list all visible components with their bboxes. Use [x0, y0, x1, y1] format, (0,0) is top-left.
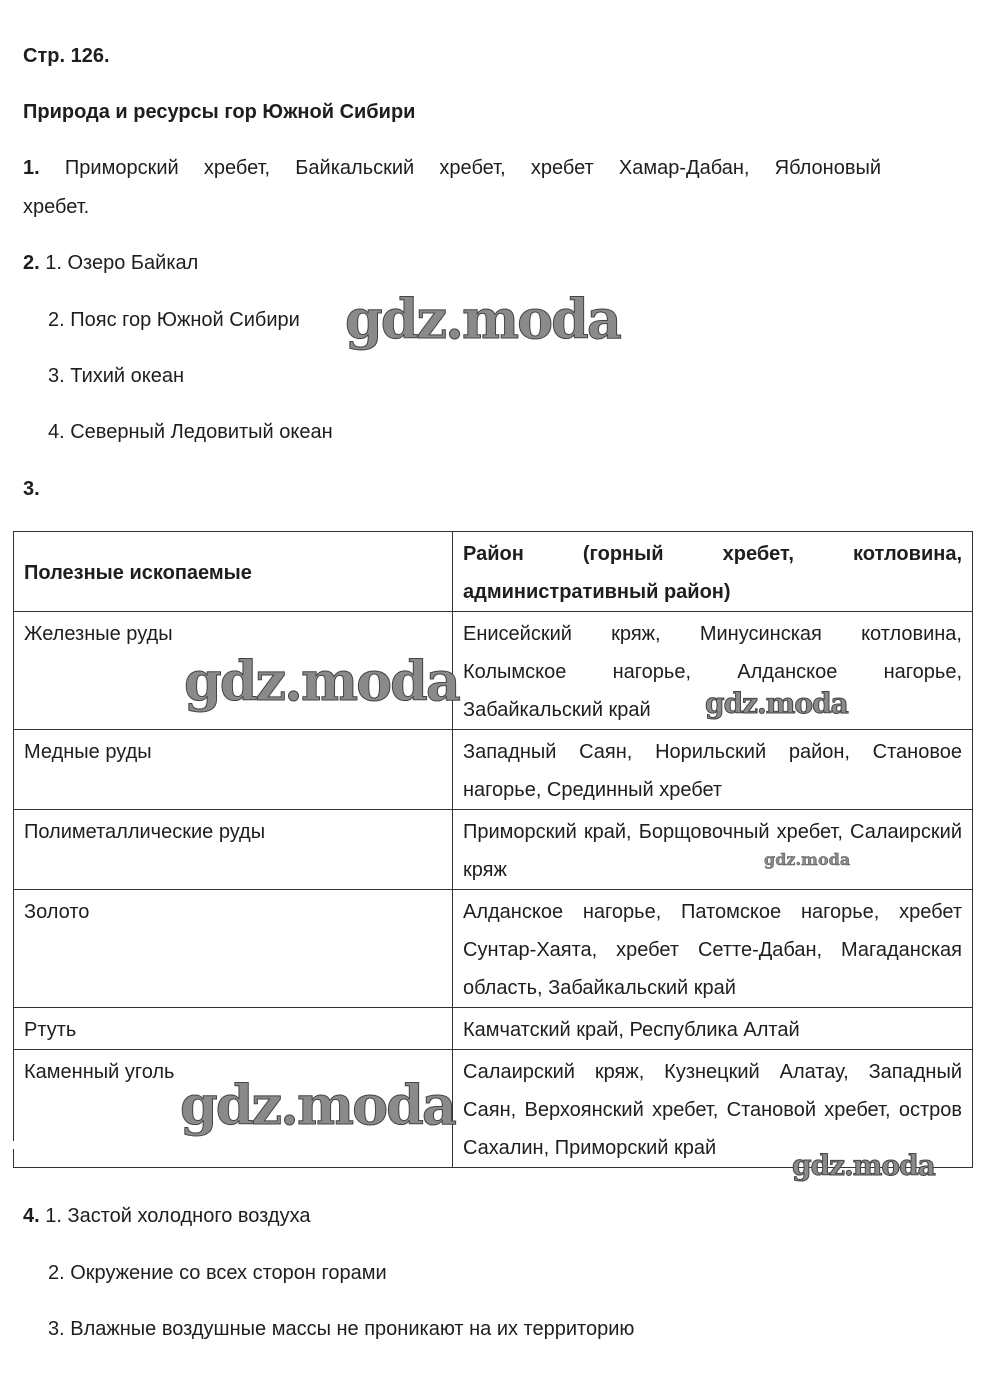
answer-4-item-1 [23, 1204, 310, 1228]
header-minerals: Полезные ископаемые [14, 532, 453, 612]
mineral-cell: Золото [14, 890, 453, 1008]
mineral-cell: Медные руды [14, 730, 453, 810]
answer-1-line2: хребет. [23, 196, 90, 218]
region-cell: Западный Саян, Норильский район, Становое нагорье, Срединный хребет [453, 730, 973, 810]
table-header-row [14, 532, 973, 612]
watermark: gdz.moda [180, 1073, 455, 1137]
table-row [14, 890, 973, 1008]
mineral-cell: Полиметаллические руды [14, 810, 453, 890]
border-gap [12, 1141, 155, 1149]
mineral-cell: Железные руды [14, 612, 453, 730]
table-row [14, 1008, 973, 1050]
header-region: Район (горный хребет, котловина, административный район) [453, 532, 973, 612]
page-label: Стр. 126. [23, 45, 110, 67]
region-cell: Алданское нагорье, Патомское нагорье, хребет Сунтар-Хаята, хребет Сетте-Дабан, Магаданская область, Забайкальский край [453, 890, 973, 1008]
watermark: gdz.moda [792, 1149, 935, 1182]
answer-2-item-4: 4. Северный Ледовитый океан [48, 421, 333, 443]
section-title: Природа и ресурсы гор Южной Сибири [23, 101, 416, 123]
region-cell: Камчатский край, Республика Алтай [453, 1008, 973, 1050]
mineral-cell: Каменный уголь [14, 1050, 453, 1168]
answer-2-item-1 [23, 251, 198, 275]
region-cell: Салаирский кряж, Кузнецкий Алатау, Западный Саян, Верхоянский хребет, Становой хребет, остров Сахалин, Приморский край [453, 1050, 973, 1168]
answer-2-number: 2. [23, 252, 40, 274]
answer-4-item-3: 3. Влажные воздушные массы не проникают на их территорию [48, 1318, 635, 1340]
answer-4-item-2: 2. Окружение со всех сторон горами [48, 1262, 387, 1284]
answer-1-number: 1. [23, 157, 40, 179]
mineral-cell: Ртуть [14, 1008, 453, 1050]
answer-2-item-text: 1. Озеро Байкал [45, 252, 199, 274]
watermark: gdz.moda [184, 649, 459, 713]
answer-1-text: Приморский хребет, Байкальский хребет, хребет Хамар-Дабан, Яблоновый [64, 157, 881, 179]
region-cell: Приморский край, Борщовочный хребет, Салаирский кряж [453, 810, 973, 890]
watermark: gdz.moda [705, 687, 848, 720]
answer-2-item-3: 3. Тихий океан [48, 365, 185, 387]
watermark: gdz.moda [345, 287, 620, 351]
answer-4-number: 4. [23, 1205, 40, 1227]
answer-2-item-2: 2. Пояс гор Южной Сибири [48, 309, 300, 331]
answer-1-line1 [23, 156, 881, 180]
answer-3-number: 3. [23, 478, 40, 500]
region-cell: Енисейский кряж, Минусинская котловина, Колымское нагорье, Алданское нагорье, Забайкальский край [453, 612, 973, 730]
watermark: gdz.moda [764, 850, 851, 869]
answer-4-item-text: 1. Застой холодного воздуха [45, 1205, 311, 1227]
table-row [14, 730, 973, 810]
